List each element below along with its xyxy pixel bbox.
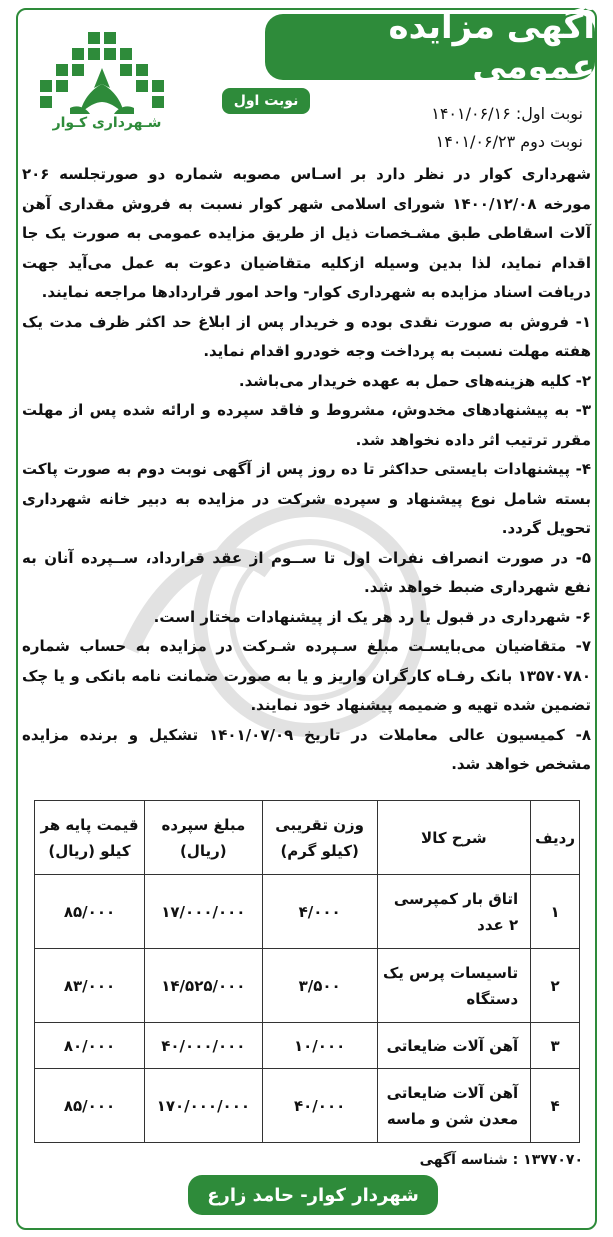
item-description: آهن آلات ضایعاتی xyxy=(377,1023,531,1069)
item-weight: ۴۰/۰۰۰ xyxy=(262,1069,377,1143)
item-weight: ۴/۰۰۰ xyxy=(262,875,377,949)
item-base-price: ۸۵/۰۰۰ xyxy=(35,1069,145,1143)
item-deposit: ۱۷/۰۰۰/۰۰۰ xyxy=(145,875,263,949)
header-row-number: ردیف xyxy=(531,801,580,875)
item-weight: ۱۰/۰۰۰ xyxy=(262,1023,377,1069)
item-weight: ۳/۵۰۰ xyxy=(262,949,377,1023)
mayor-signature: شهردار کوار- حامد زارع xyxy=(188,1175,438,1215)
first-round-date: نوبت اول: ۱۴۰۱/۰۶/۱۶ xyxy=(431,104,583,123)
table-row xyxy=(35,1023,580,1069)
clause-7: ۷- متقاضیان می‌بایسـت مبلغ سـپرده شـرکت در مزایده به حساب شماره ۱۳۵۷۰۷۸۰ بانک رفـاه کارگران واریز و یا به صورت ضمانت نامه بانکی و یا چک تضمین شده تهیه و ضمیمه پیشنهاد خود نمایند. xyxy=(22,637,591,714)
logo-label: شـهرداری کـوار xyxy=(52,115,162,131)
table-row xyxy=(35,875,580,949)
item-base-price: ۸۰/۰۰۰ xyxy=(35,1023,145,1069)
item-base-price: ۸۵/۰۰۰ xyxy=(35,875,145,949)
notice-body xyxy=(22,160,591,780)
clause-6: ۶- شهرداری در قبول یا رد هر یک از پیشنهادات مختار است. xyxy=(153,607,591,626)
clause-2: ۲- کلیه هزینه‌های حمل به عهده خریدار می‌باشد. xyxy=(238,371,591,390)
ad-identifier: ۱۳۷۷۰۷۰ : شناسه آگهی xyxy=(419,1152,583,1168)
table-row xyxy=(35,949,580,1023)
item-deposit: ۱۴/۵۲۵/۰۰۰ xyxy=(145,949,263,1023)
item-deposit: ۱۷۰/۰۰۰/۰۰۰ xyxy=(145,1069,263,1143)
clause-1: ۱- فروش به صورت نقدی بوده و خریدار پس از ابلاغ حد اکثر ظرف مدت یک هفته مهلت نسبت به پرداخت وجه خودرو اقدام نماید. xyxy=(22,312,591,360)
row-number: ۱ xyxy=(531,875,580,949)
row-number: ۲ xyxy=(531,949,580,1023)
item-description: تاسیسات پرس یک دستگاه xyxy=(377,949,531,1023)
header-weight: وزن تقریبی (کیلو گرم) xyxy=(262,801,377,875)
table-row xyxy=(35,1069,580,1143)
row-number: ۳ xyxy=(531,1023,580,1069)
intro-paragraph: شهرداری کوار در نظر دارد بر اسـاس مصوبه شماره دو صورتجلسه ۲۰۶ مورخه ۱۴۰۰/۱۲/۰۸ شورای اسلامی شهر کوار نسبت به فروش مقداری آهن آلات اسقاطی طبق مشـخصات ذیل از طریق مزایده عمومی به صورت یک جا اقدام نماید، لذا بدین وسیله ازکلیه متقاضیان دعوت به عمل می‌آید جهت دریافت اسناد مزایده به شهرداری کوار- واحد امور قراردادها مراجعه نمایند. xyxy=(22,165,591,301)
header-deposit: مبلغ سپرده (ریال) xyxy=(145,801,263,875)
clause-8: ۸- کمیسیون عالی معاملات در تاریخ ۱۴۰۱/۰۷/۰۹ تشکیل و برنده مزایده مشخص خواهد شد. xyxy=(22,725,591,773)
item-deposit: ۴۰/۰۰۰/۰۰۰ xyxy=(145,1023,263,1069)
header-base-price: قیمت پایه هر کیلو (ریال) xyxy=(35,801,145,875)
item-description: آهن آلات ضایعاتی معدن شن و ماسه xyxy=(377,1069,531,1143)
clause-5: ۵- در صورت انصراف نفرات اول تا ســوم از عقد قرارداد، ســپرده آنان به نفع شهرداری ضبط خواهد شد. xyxy=(22,548,591,596)
header-description: شرح کالا xyxy=(377,801,531,875)
clause-4: ۴- پیشنهادات بایستی حداکثر تا ده روز پس از آگهی نوبت دوم به صورت پاکت بسته شامل نوع پیشنهاد و سپرده شرکت در مزایده به دبیر خانه شهرداری تحویل گردد. xyxy=(22,460,591,537)
second-round-date: نوبت دوم ۱۴۰۱/۰۶/۲۳ xyxy=(435,132,583,151)
item-base-price: ۸۳/۰۰۰ xyxy=(35,949,145,1023)
item-description: اتاق بار کمپرسی ۲ عدد xyxy=(377,875,531,949)
row-number: ۴ xyxy=(531,1069,580,1143)
clause-3: ۳- به پیشنهادهای مخدوش، مشروط و فاقد سپرده و ارائه شده پس از مهلت مقرر ترتیب اثر داده نخواهد شد. xyxy=(22,401,591,449)
table-header-row xyxy=(35,801,580,875)
dates-block xyxy=(431,100,583,156)
notice-title: آگهی مزایده عمومی xyxy=(265,14,595,80)
items-table xyxy=(34,800,580,1143)
round-badge: نوبت اول xyxy=(222,88,310,114)
